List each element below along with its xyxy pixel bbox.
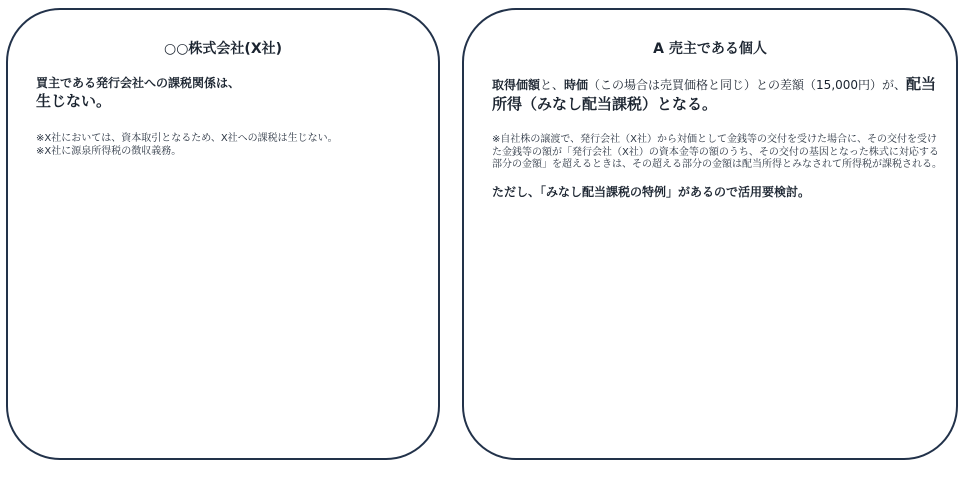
left-lead-line1: 買主である発行会社への課税関係は、 [36,76,241,90]
left-note-2: ※X社に源泉所得税の徴収義務。 [36,145,182,157]
right-lead-deemed-dividend: 配当所得（みなし配当課税）となる。 [492,75,937,113]
left-card-content [36,75,422,158]
left-lead-line2: 生じない。 [36,92,112,110]
right-card [462,8,958,460]
right-lead-acquisition-cost: 取得価額 [492,78,541,92]
left-card-title: ○○株式会社(X社) [163,41,283,57]
right-note: ※自社株の譲渡で、発行会社（X社）から対価として金銭等の交付を受けた場合に、その交付を受けた金銭等の額が「発行会社（X社）の資本金等の額のうち、その交付の基因となった株式に対応する部分の金額」を超えるときは、その超える部分の金額は配当所得とみなされて所得税が課税される。 [492,134,942,170]
left-note-1: ※X社においては、資本取引となるため、X社への課税は生じない。 [36,133,338,144]
right-lead-market-value: 時価 [564,78,589,92]
right-lead-conj: と、 [540,78,565,92]
right-notes [492,134,942,172]
left-card [6,8,440,460]
left-notes [36,133,422,158]
right-card-content [492,75,942,212]
right-lead [492,75,942,115]
right-card-title: A 売主である個人 [653,41,767,57]
right-lead-difference: （この場合は売買価格と同じ）との差額（15,000円）が、 [588,78,907,92]
right-special-provision: ただし、「みなし配当課税の特例」があるので活用要検討。 [492,184,811,199]
